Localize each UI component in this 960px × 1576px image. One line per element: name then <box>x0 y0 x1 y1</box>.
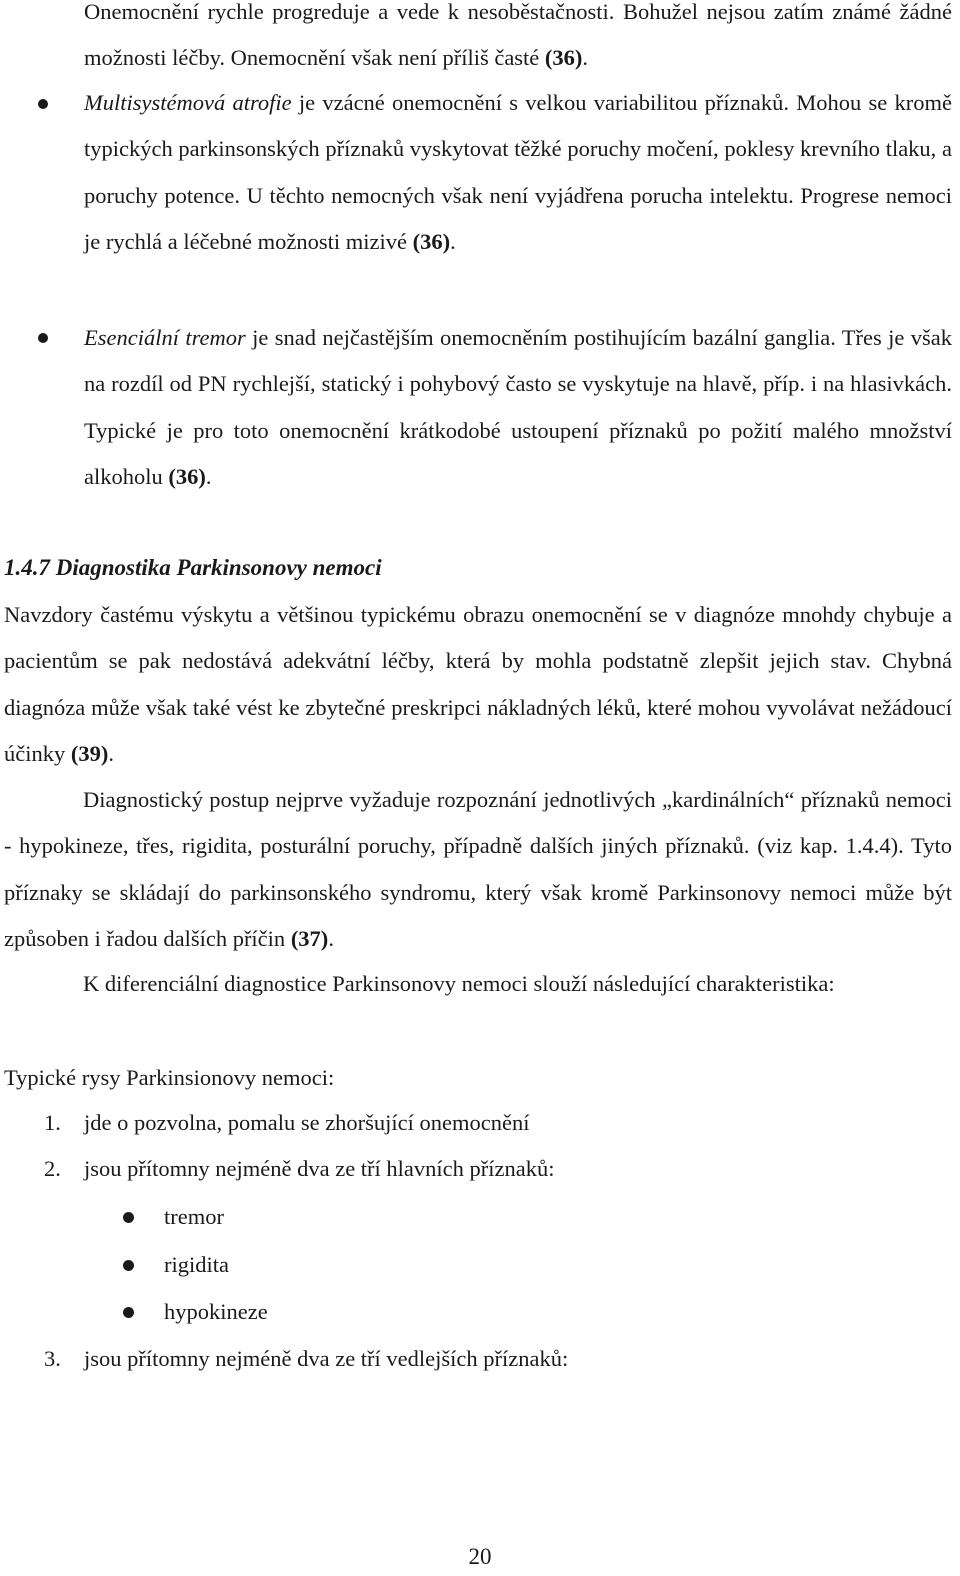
list-title: Typické rysy Parkinsionovy nemoci: <box>4 1065 335 1090</box>
page-number: 20 <box>468 1544 492 1569</box>
list-item: jsou přítomny nejméně dva ze tří vedlejších příznaků: <box>84 1346 569 1371</box>
body-paragraph: Diagnostický postup nejprve vyžaduje rozpoznání jednotlivých „kardinálních“ příznaků nemoci - hypokineze, třes, rigidita, posturální poruchy, případně dalších jiných příznaků. (viz kap. 1.4.4). Tyto příznaky se skládají do parkinsonského syndromu, který však kromě Parkinsonovy nemoci může být způsoben i řadou dalších příčin (37). <box>4 787 952 951</box>
symptom-item: tremor <box>164 1204 224 1229</box>
bullet-icon <box>38 333 48 343</box>
list-number: 3. <box>44 1346 61 1371</box>
list-number: 2. <box>44 1156 61 1181</box>
bullet-icon <box>123 1260 134 1271</box>
list-number: 1. <box>44 1110 61 1135</box>
list-item: Esenciální tremor je snad nejčastějším onemocněním postihujícím bazální ganglia. Třes je však na rozdíl od PN rychlejší, statický i pohybový často se vyskytuje na hlavě, příp. i na hlasivkách. Typické je pro toto onemocnění krátkodobé ustoupení příznaků po požití malého množství alkoholu (36). <box>84 325 952 489</box>
list-item: Multisystémová atrofie je vzácné onemocnění s velkou variabilitou příznaků. Mohou se kromě typických parkinsonských příznaků vyskytovat těžké poruchy močení, poklesy krevního tlaku, a poruchy potence. U těchto nemocných však není vyjádřena porucha intelektu. Progrese nemoci je rychlá a léčebné možnosti mizivé (36). <box>84 90 952 254</box>
list-item: jsou přítomny nejméně dva ze tří hlavních příznaků: <box>84 1156 555 1181</box>
bullet-icon <box>123 1307 134 1318</box>
section-heading: 1.4.7 Diagnostika Parkinsonovy nemoci <box>4 555 382 580</box>
bullet-icon <box>38 99 48 109</box>
body-paragraph: Navzdory častému výskytu a většinou typickému obrazu onemocnění se v diagnóze mnohdy chybuje a pacientům se pak nedostává adekvátní léčby, která by mohla podstatně zlepšit jejich stav. Chybná diagnóza může však také vést ke zbytečné preskripci nákladných léků, které mohou vyvolávat nežádoucí účinky (39). <box>4 602 952 766</box>
bullet-icon <box>123 1212 134 1223</box>
symptom-item: hypokineze <box>164 1299 268 1324</box>
symptom-item: rigidita <box>164 1252 229 1277</box>
body-paragraph: K diferenciální diagnostice Parkinsonovy nemoci slouží následující charakteristika: <box>83 971 835 996</box>
continuation-paragraph: Onemocnění rychle progreduje a vede k nesoběstačnosti. Bohužel nejsou zatím známé žádné možnosti léčby. Onemocnění však není příliš časté (36). <box>84 0 952 71</box>
list-item: jde o pozvolna, pomalu se zhoršující onemocnění <box>84 1110 530 1135</box>
